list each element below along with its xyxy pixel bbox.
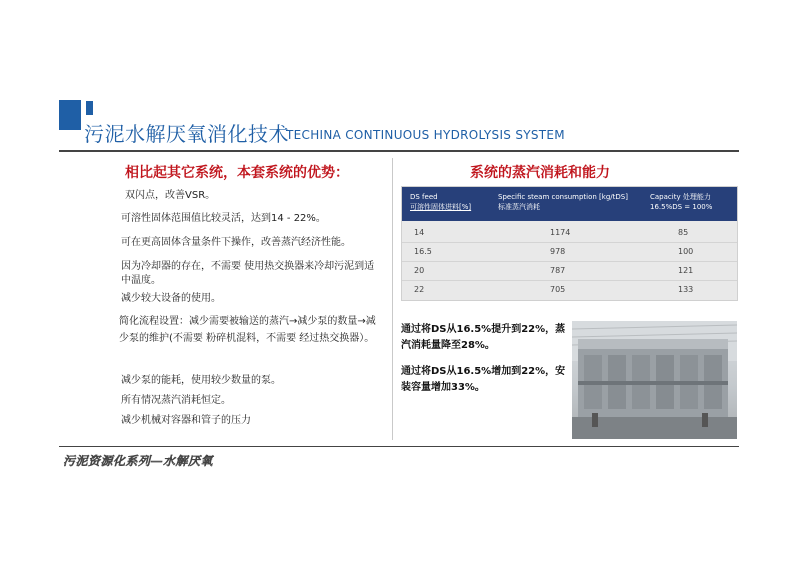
steam-note: 通过将DS从16.5%提升到22%，蒸汽消耗量降至28%。: [401, 324, 566, 351]
table-header-cell: Specific steam consumption [kg/tDS] 标准蒸汽消耗: [498, 193, 628, 211]
table-cell: 1174: [550, 228, 571, 237]
advantage-item: 可溶性固体范围值比较灵活，达到14 - 22%。: [121, 213, 326, 224]
page-subtitle-en: TECHINA CONTINUOUS HYDROLYSIS SYSTEM: [286, 128, 565, 142]
advantage-item: 所有情况蒸汽消耗恒定。: [121, 395, 231, 406]
table-row: [402, 262, 737, 281]
table-cell: 16.5: [414, 247, 432, 256]
advantage-item: 可在更高固体含量条件下操作，改善蒸汽经济性能。: [121, 237, 351, 248]
table-row: [402, 243, 737, 262]
logo-block-large: [59, 100, 81, 130]
table-cell: 121: [678, 266, 694, 275]
table-header-cell: Capacity 处理能力 16.5%DS = 100%: [650, 193, 713, 211]
table-cell: 14: [414, 228, 425, 237]
table-header: [402, 187, 737, 221]
table-cell: 787: [550, 266, 566, 275]
footer-series-label: 污泥资源化系列—水解厌氧: [63, 454, 214, 468]
table-cell: 20: [414, 266, 425, 275]
table-row: [402, 224, 737, 243]
table-cell: 133: [678, 285, 694, 294]
hydrolysis-unit-illustration: [572, 321, 737, 439]
steam-table: [401, 186, 738, 301]
table-row: [402, 281, 737, 299]
bottom-rule: [59, 446, 739, 447]
table-cell: 978: [550, 247, 566, 256]
logo-block-small: [86, 101, 93, 115]
table-cell: 85: [678, 228, 689, 237]
steam-capacity-heading: 系统的蒸汽消耗和能力: [470, 165, 610, 181]
column-divider: [392, 158, 393, 440]
advantage-item: 减少较大设备的使用。: [121, 293, 221, 304]
table-cell: 22: [414, 285, 425, 294]
table-header-cell: DS feed 可溶性固体进料[%]: [410, 193, 472, 211]
capacity-note: 通过将DS从16.5%增加到22%，安装容量增加33%。: [401, 366, 566, 393]
table-cell: 100: [678, 247, 694, 256]
table-cell: 705: [550, 285, 566, 294]
advantage-item: 简化流程设置：减少需要被输送的蒸汽→减少泵的数量→减少泵的维护(不需要 粉碎机混料，不需要 经过热交换器）。: [119, 316, 376, 344]
advantage-item: 减少泵的能耗，使用较少数量的泵。: [121, 375, 281, 386]
advantage-item: 因为冷却器的存在，不需要 使用热交换器来冷却污泥到适中温度。: [121, 261, 375, 286]
advantages-heading: 相比起其它系统，本套系统的优势：: [125, 165, 349, 181]
advantage-item: 减少机械对容器和管子的压力: [121, 415, 251, 426]
equipment-photo: [572, 321, 737, 439]
top-rule: [59, 150, 739, 152]
advantage-item: 双闪点，改善VSR。: [125, 190, 216, 201]
page-title: 污泥水解厌氧消化技术: [84, 122, 289, 146]
